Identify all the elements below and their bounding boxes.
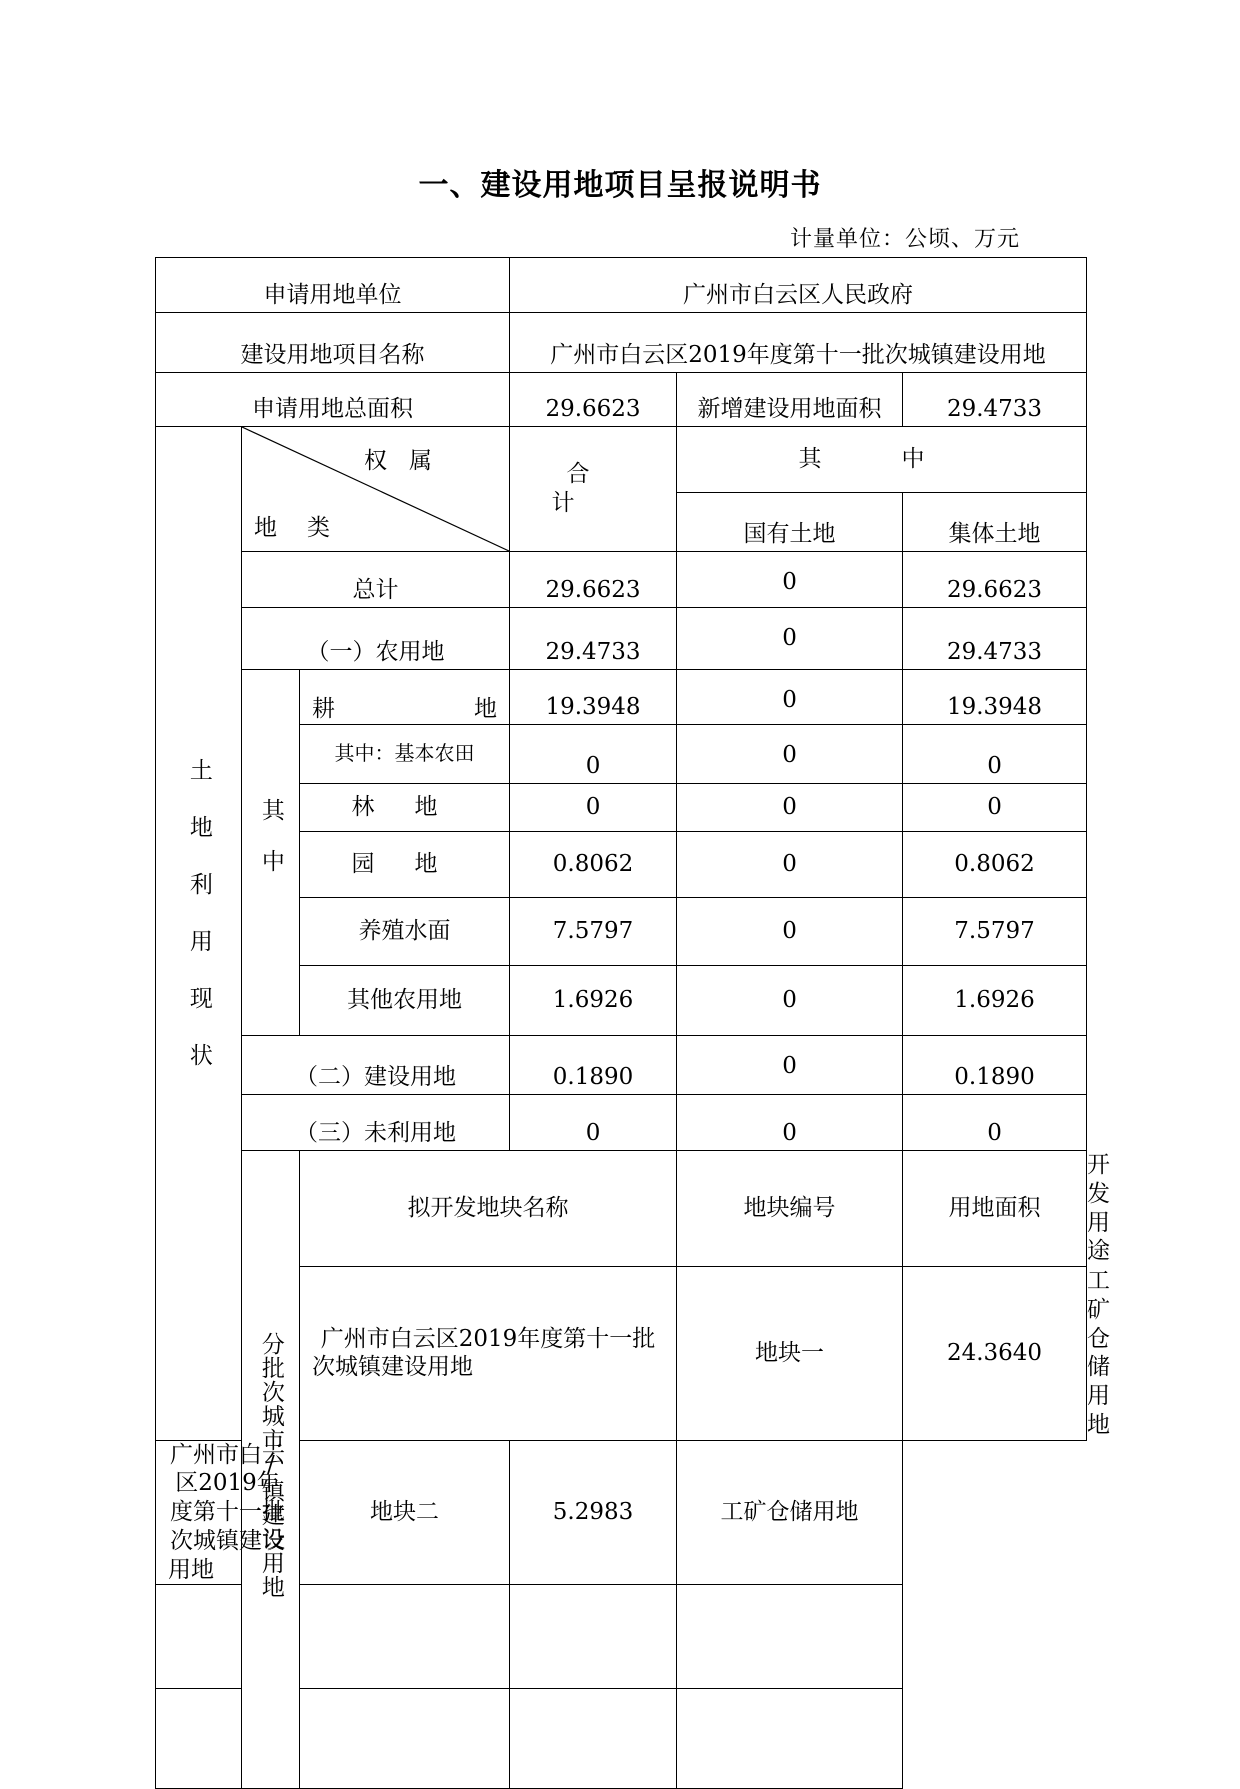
land-use-row: 养殖水面 7.5797 0 7.5797	[156, 898, 1087, 966]
state-land-header: 国有土地	[677, 493, 903, 552]
parcel-empty-row	[156, 1689, 1087, 1789]
project-row	[156, 313, 1087, 373]
unit-note: 计量单位：公顷、万元	[790, 227, 1021, 252]
applicant-label: 申请用地单位	[156, 258, 510, 313]
land-use-side-label	[156, 427, 242, 1441]
diagonal-header-cell	[242, 427, 510, 552]
sub-label: 其中	[242, 670, 300, 1036]
project-value: 广州市白云区2019年度第十一批次城镇建设用地	[510, 313, 1087, 373]
land-use-row: （二）建设用地 0.1890 0 0.1890	[156, 1036, 1087, 1095]
parcel-name-header: 拟开发地块名称	[300, 1151, 677, 1267]
parcel-empty-row	[156, 1585, 1087, 1689]
total-header: 合计	[510, 427, 677, 552]
land-use-header-row	[156, 427, 1087, 493]
land-use-row: 林地 0 0 0	[156, 784, 1087, 832]
parcel-number-header: 地块编号	[677, 1151, 903, 1267]
land-use-row: 其他农用地 1.6926 0 1.6926	[156, 966, 1087, 1036]
land-use-row: （三）未利用地 0 0 0	[156, 1095, 1087, 1151]
new-area-label: 新增建设用地面积	[677, 373, 903, 427]
category-label: 地类	[254, 515, 360, 542]
land-use-row: 其中：基本农田 0 0 0	[156, 725, 1087, 784]
parcel-side-label: 分批次城市/镇建设用地	[242, 1151, 300, 1789]
parcel-header-row: 分批次城市/镇建设用地 拟开发地块名称 地块编号 用地面积 开发用途	[156, 1151, 1087, 1267]
parcel-row: 广州市白云区2019年度第十一批次城镇建设用地 地块一 24.3640 工矿仓储用地	[156, 1267, 1087, 1441]
parcel-area-header: 用地面积	[903, 1151, 1087, 1267]
land-use-row: （一）农用地 29.4733 0 29.4733	[156, 608, 1087, 670]
total-area-label: 申请用地总面积	[156, 373, 510, 427]
land-use-row: 其中 耕地 19.3948 0 19.3948	[156, 670, 1087, 725]
land-use-row: 总计 29.6623 0 29.6623	[156, 552, 1087, 608]
collective-land-header: 集体土地	[903, 493, 1087, 552]
applicant-row	[156, 258, 1087, 313]
total-area-value: 29.6623	[510, 373, 677, 427]
parcel-row: 广州市白云区2019年度第十一批次城镇建设用地 地块二 5.2983 工矿仓储用地	[156, 1440, 1087, 1585]
applicant-value: 广州市白云区人民政府	[510, 258, 1087, 313]
page-title: 一、建设用地项目呈报说明书	[418, 168, 822, 203]
project-report-table	[155, 257, 1111, 1789]
new-area-value: 29.4733	[903, 373, 1087, 427]
ownership-label: 权属	[364, 448, 455, 474]
land-use-row: 园地 0.8062 0 0.8062	[156, 832, 1087, 898]
project-label: 建设用地项目名称	[156, 313, 510, 373]
of-which-header: 其中	[677, 427, 1087, 493]
land-use-side-text: 土地利用现状	[185, 758, 212, 1101]
area-row	[156, 373, 1087, 427]
